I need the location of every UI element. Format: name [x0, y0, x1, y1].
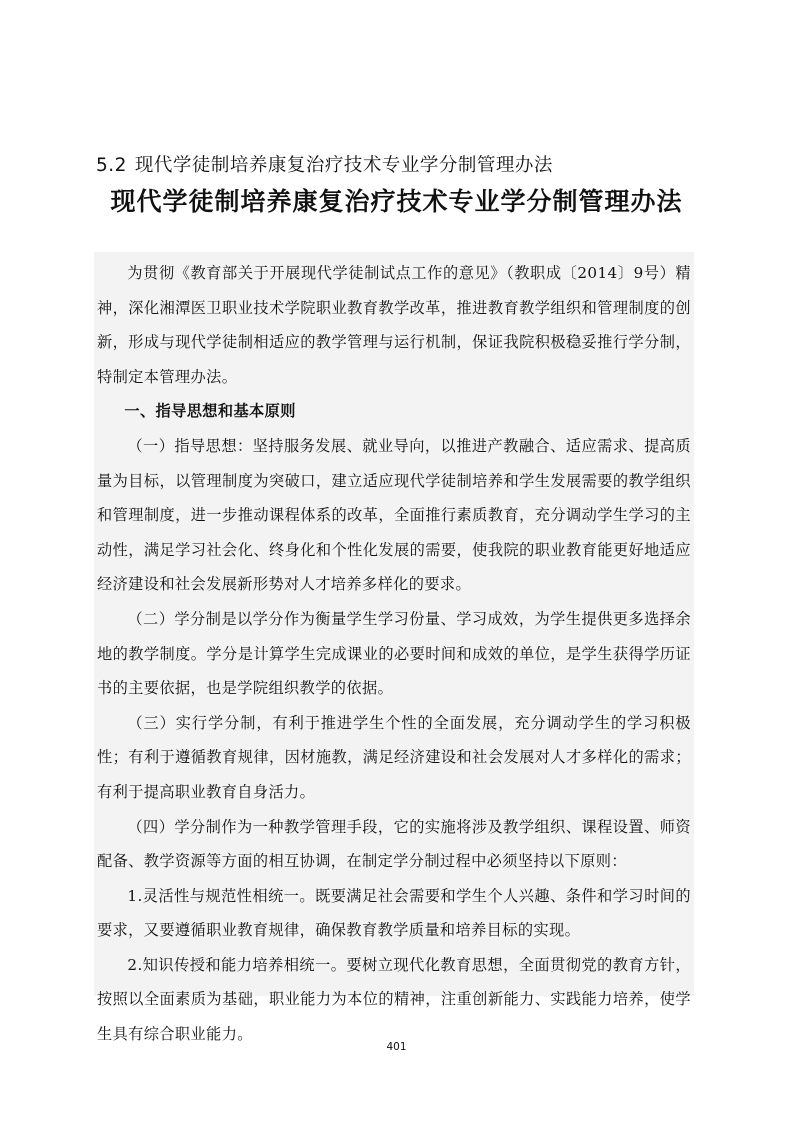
section-number: 5.2: [96, 155, 127, 176]
intro-paragraph: 为贯彻《教育部关于开展现代学徒制试点工作的意见》（教职成〔2014〕9号）精神，深化湘潭医卫职业技术学院职业教育教学改革，推进教育教学组织和管理制度的创新，形成与现代学徒制相适应的教学管理与运行机制，保证我院积极稳妥推行学分制，特制定本管理办法。: [97, 264, 691, 386]
principle-item-1: 1.灵活性与规范性相统一。既要满足社会需要和学生个人兴趣、条件和学习时间的要求，又要遵循职业教育规律，确保教育教学质量和培养目标的实现。: [97, 886, 691, 940]
page-number: 401: [386, 1041, 407, 1053]
section-heading-guiding-principles: 一、指导思想和基本原则: [124, 402, 296, 421]
document-body: [97, 256, 691, 1052]
paragraph-credit-system-benefits: （三）实行学分制，有利于推进学生个性的全面发展，充分调动学生的学习积极性；有利于遵循教育规律，因材施教，满足经济建设和社会发展对人才多样化的需求；有利于提高职业教育自身活力。: [97, 713, 691, 801]
document-title: 现代学徒制培养康复治疗技术专业学分制管理办法: [110, 187, 683, 216]
section-heading: [96, 154, 716, 178]
paragraph-credit-system-definition: （二）学分制是以学分作为衡量学生学习份量、学习成效，为学生提供更多选择余地的教学制度。学分是计算学生完成课业的必要时间和成效的单位，是学生获得学历证书的主要依据，也是学院组织教学的依据。: [97, 609, 691, 698]
section-title: 现代学徒制培养康复治疗技术专业学分制管理办法: [134, 155, 553, 176]
paragraph-principles-intro: （四）学分制作为一种教学管理手段，它的实施将涉及教学组织、课程设置、师资配备、教学资源等方面的相互协调，在制定学分制过程中必须坚持以下原则：: [97, 817, 691, 871]
paragraph-guiding-ideology: （一）指导思想：坚持服务发展、就业导向，以推进产教融合、适应需求、提高质量为目标，以管理制度为突破口，建立适应现代学徒制培养和学生发展需要的教学组织和管理制度，进一步推动课程体系的改革，全面推行素质教育，充分调动学生学习的主动性，满足学习社会化、终身化和个性化发展的需要，使我院的职业教育能更好地适应经济建设和社会发展新形势对人才培养多样化的要求。: [97, 436, 691, 594]
principle-item-2: 2.知识传授和能力培养相统一。要树立现代化教育思想，全面贯彻党的教育方针，按照以全面素质为基础，职业能力为本位的精神，注重创新能力、实践能力培养，使学生具有综合职业能力。: [97, 955, 691, 1044]
